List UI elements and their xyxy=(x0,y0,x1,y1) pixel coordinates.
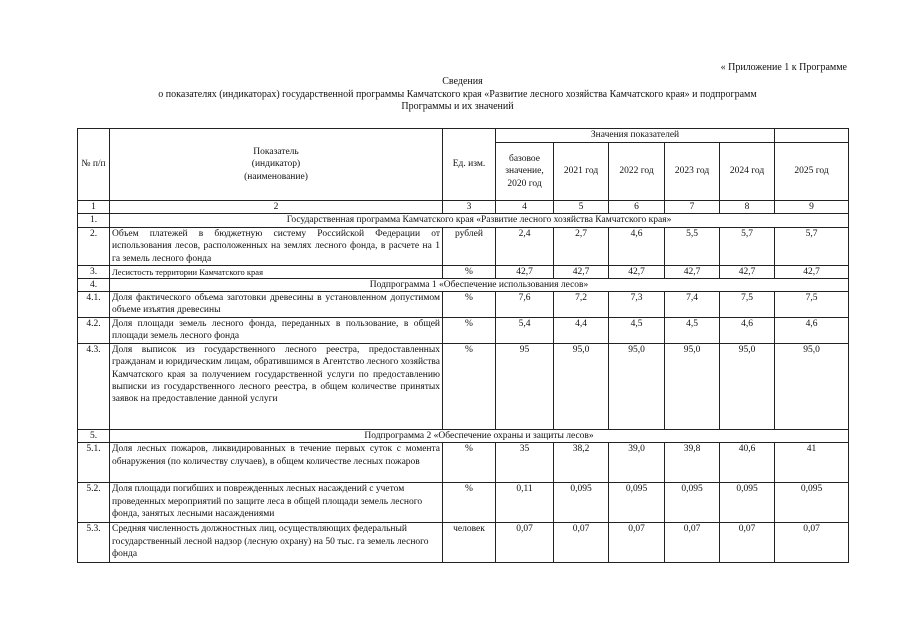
indicator-value: 5,7 xyxy=(775,228,849,266)
indicator-value: 5,7 xyxy=(720,228,775,266)
section-title: Подпрограмма 1 «Обеспечение использования лесов» xyxy=(110,279,849,292)
indicator-value: 5,5 xyxy=(665,228,720,266)
title-line-1: Сведения xyxy=(442,76,483,87)
indicator-value: 7,5 xyxy=(775,292,849,318)
unit: рублей xyxy=(443,228,496,266)
table-row xyxy=(78,318,849,344)
table-row xyxy=(78,265,849,278)
document-title xyxy=(0,76,905,114)
indicator-value: 41 xyxy=(775,443,849,483)
indicator-value: 7,2 xyxy=(554,292,609,318)
row-number: 4.1. xyxy=(78,292,110,318)
column-number: 9 xyxy=(775,201,849,214)
section-row xyxy=(78,430,849,443)
indicator-name: Средняя численность должностных лиц, осуществляющих федеральный государственный лесной надзор (лесную охрану) на 50 тыс. га земель лесного фонда xyxy=(110,523,443,563)
table-row xyxy=(78,228,849,266)
unit: % xyxy=(443,483,496,523)
header-2022: 2022 год xyxy=(609,143,665,201)
column-number: 8 xyxy=(720,201,775,214)
header-2023: 2023 год xyxy=(665,143,720,201)
column-number: 1 xyxy=(78,201,110,214)
indicator-name: Доля фактического объема заготовки древесины в установленном допустимом объеме изъятия древесины xyxy=(110,292,443,318)
indicator-value: 4,6 xyxy=(609,228,665,266)
unit: % xyxy=(443,265,496,278)
indicator-value: 42,7 xyxy=(496,265,554,278)
title-line-3: Программы и их значений xyxy=(401,101,514,112)
column-number: 6 xyxy=(609,201,665,214)
section-title: Государственная программа Камчатского края «Развитие лесного хозяйства Камчатского края» xyxy=(110,214,849,228)
indicator-value: 4,6 xyxy=(775,318,849,344)
section-title: Подпрограмма 2 «Обеспечение охраны и защиты лесов» xyxy=(110,430,849,443)
indicator-value: 42,7 xyxy=(720,265,775,278)
indicator-value: 95,0 xyxy=(665,344,720,430)
indicator-value: 4,6 xyxy=(720,318,775,344)
table-row xyxy=(78,443,849,483)
indicator-value: 42,7 xyxy=(554,265,609,278)
table-row xyxy=(78,344,849,430)
unit: % xyxy=(443,443,496,483)
indicator-value: 0,095 xyxy=(775,483,849,523)
unit: % xyxy=(443,344,496,430)
row-number: 4.3. xyxy=(78,344,110,430)
row-number: 1. xyxy=(78,214,110,228)
indicator-value: 38,2 xyxy=(554,443,609,483)
indicator-value: 95 xyxy=(496,344,554,430)
indicator-value: 95,0 xyxy=(775,344,849,430)
indicator-value: 39,8 xyxy=(665,443,720,483)
indicator-value: 7,6 xyxy=(496,292,554,318)
indicator-value: 0,095 xyxy=(609,483,665,523)
section-row xyxy=(78,214,849,228)
header-unit: Ед. изм. xyxy=(443,129,496,201)
indicator-name: Доля выписок из государственного лесного реестра, предоставленных гражданам и юридическим лицам, обратившимся в Агентство лесного хозяйства Камчатского края за получением государственной услуги по предоставлению выписки из государственного лесного реестра, в общем количестве принятых заявок на предоставление данной услуги xyxy=(110,344,443,430)
indicator-value: 2,7 xyxy=(554,228,609,266)
indicator-name: Доля лесных пожаров, ликвидированных в течение первых суток с момента обнаружения (по количеству случаев), в общем количестве лесных пожаров xyxy=(110,443,443,483)
row-number: 4.2. xyxy=(78,318,110,344)
indicator-value: 35 xyxy=(496,443,554,483)
header-values-empty xyxy=(775,129,849,143)
column-number: 2 xyxy=(110,201,443,214)
indicator-name: Доля площади погибших и поврежденных лесных насаждений с учетом проведенных мероприятий по защите леса в общей площади земель лесного фонда, занятых лесными насаждениями xyxy=(110,483,443,523)
header-2024: 2024 год xyxy=(720,143,775,201)
indicator-value: 4,5 xyxy=(665,318,720,344)
indicator-value: 0,07 xyxy=(720,523,775,563)
indicator-name: Лесистость территории Камчатского края xyxy=(110,265,443,278)
table-row xyxy=(78,483,849,523)
indicator-value: 4,5 xyxy=(609,318,665,344)
header-num: № п/п xyxy=(78,129,110,201)
header-values-group: Значения показателей xyxy=(496,129,775,143)
section-row xyxy=(78,279,849,292)
indicator-name: Объем платежей в бюджетную систему Российской Федерации от использования лесов, расположенных на землях лесного фонда, в расчете на 1 га земель лесного фонда xyxy=(110,228,443,266)
table-row xyxy=(78,292,849,318)
indicator-value: 2,4 xyxy=(496,228,554,266)
indicator-value: 7,4 xyxy=(665,292,720,318)
row-number: 5.1. xyxy=(78,443,110,483)
header-2025: 2025 год xyxy=(775,143,849,201)
header-2021: 2021 год xyxy=(554,143,609,201)
indicator-value: 0,07 xyxy=(554,523,609,563)
column-number: 7 xyxy=(665,201,720,214)
indicator-name: Доля площади земель лесного фонда, переданных в пользование, в общей площади земель лесного фонда xyxy=(110,318,443,344)
header-base: базовое значение, 2020 год xyxy=(496,143,554,201)
indicator-value: 0,07 xyxy=(609,523,665,563)
row-number: 3. xyxy=(78,265,110,278)
indicator-value: 0,095 xyxy=(720,483,775,523)
column-number: 4 xyxy=(496,201,554,214)
unit: % xyxy=(443,318,496,344)
indicator-value: 95,0 xyxy=(554,344,609,430)
indicator-value: 42,7 xyxy=(609,265,665,278)
indicator-value: 42,7 xyxy=(665,265,720,278)
indicator-value: 4,4 xyxy=(554,318,609,344)
indicator-value: 0,07 xyxy=(665,523,720,563)
indicator-value: 0,07 xyxy=(775,523,849,563)
table-row xyxy=(78,523,849,563)
row-number: 2. xyxy=(78,228,110,266)
indicator-value: 95,0 xyxy=(609,344,665,430)
unit: % xyxy=(443,292,496,318)
row-number: 5.2. xyxy=(78,483,110,523)
header-indicator: Показатель (индикатор) (наименование) xyxy=(110,129,443,201)
indicator-value: 39,0 xyxy=(609,443,665,483)
column-number: 3 xyxy=(443,201,496,214)
unit: человек xyxy=(443,523,496,563)
column-number: 5 xyxy=(554,201,609,214)
indicator-value: 42,7 xyxy=(775,265,849,278)
indicator-value: 0,07 xyxy=(496,523,554,563)
indicator-value: 0,095 xyxy=(665,483,720,523)
row-number: 5. xyxy=(78,430,110,443)
indicator-value: 5,4 xyxy=(496,318,554,344)
row-number: 5.3. xyxy=(78,523,110,563)
row-number: 4. xyxy=(78,279,110,292)
indicators-table xyxy=(77,128,849,563)
indicator-value: 40,6 xyxy=(720,443,775,483)
indicator-value: 0,11 xyxy=(496,483,554,523)
title-line-2: о показателях (индикаторах) государственной программы Камчатского края «Развитие лесного хозяйства Камчатского края» и подпрограмм xyxy=(158,88,757,100)
appendix-label: « Приложение 1 к Программе xyxy=(720,62,847,73)
indicator-value: 0,095 xyxy=(554,483,609,523)
indicator-value: 95,0 xyxy=(720,344,775,430)
indicator-value: 7,3 xyxy=(609,292,665,318)
indicator-value: 7,5 xyxy=(720,292,775,318)
